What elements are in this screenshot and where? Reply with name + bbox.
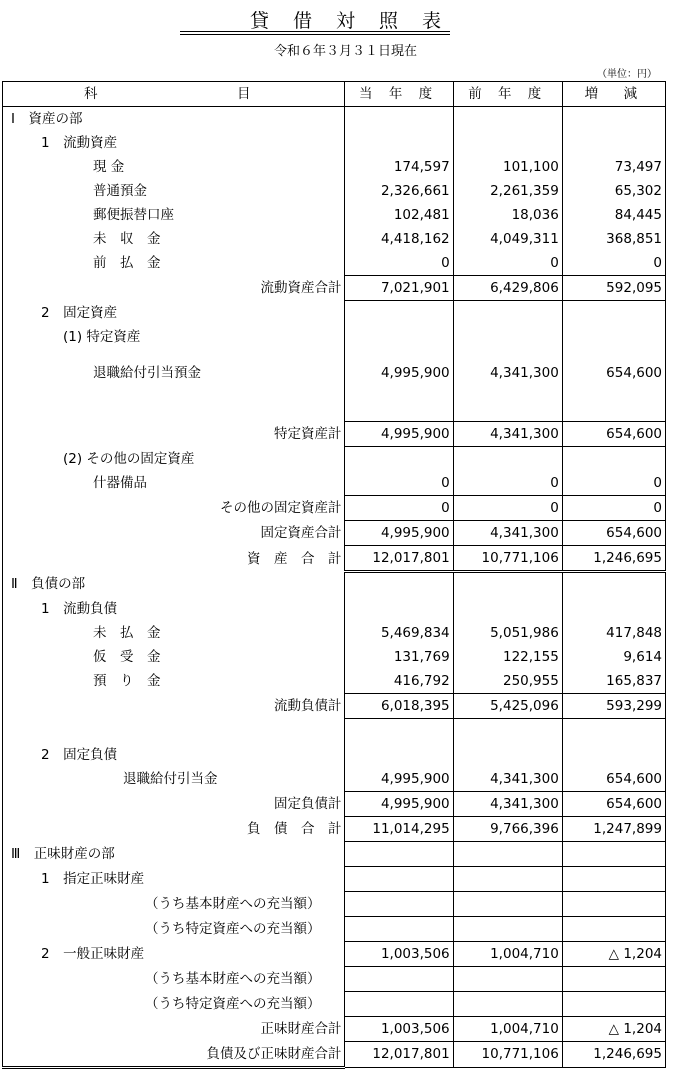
- current-year-value: 131,769: [344, 645, 453, 669]
- row-label-cell: [3, 917, 345, 942]
- change-value: 593,299: [562, 694, 665, 719]
- row-label: 現 金: [93, 159, 125, 175]
- prior-year-value: 0: [453, 471, 562, 496]
- row-label: 仮 受 金: [93, 649, 161, 665]
- change-value: 1,246,695: [562, 1042, 665, 1068]
- table-row: [3, 251, 666, 276]
- header-prior-year: 前 年 度: [453, 82, 562, 107]
- current-year-value: [344, 301, 453, 326]
- table-row: [3, 917, 666, 942]
- current-year-value: [344, 743, 453, 767]
- row-label: 2 固定資産: [41, 304, 118, 321]
- row-label-cell: [3, 967, 345, 992]
- current-year-value: 4,995,900: [344, 521, 453, 546]
- table-row: [3, 131, 666, 155]
- row-label: （うち基本財産への充当額）: [145, 971, 321, 987]
- change-value: [562, 743, 665, 767]
- row-label-cell: [3, 521, 345, 546]
- table-row: [3, 967, 666, 992]
- prior-year-value: 5,425,096: [453, 694, 562, 719]
- table-row: [3, 1017, 666, 1042]
- title-underline-second: [180, 34, 450, 35]
- header-subject: 科 目: [3, 82, 345, 107]
- row-label: 2 固定負債: [41, 747, 118, 763]
- row-label: 固定資産合計: [260, 525, 342, 541]
- change-value: 654,600: [562, 767, 665, 792]
- change-value: [562, 892, 665, 917]
- change-value: 654,600: [562, 422, 665, 447]
- prior-year-value: 122,155: [453, 645, 562, 669]
- row-label: （うち基本財産への充当額）: [145, 896, 321, 912]
- row-label: 1 指定正味財産: [41, 871, 145, 887]
- prior-year-value: 2,261,359: [453, 179, 562, 203]
- row-label: 退職給付引当預金: [93, 365, 201, 381]
- current-year-value: 4,995,900: [344, 422, 453, 447]
- current-year-value: [344, 967, 453, 992]
- row-label-cell: [3, 621, 345, 645]
- prior-year-value: 1,004,710: [453, 942, 562, 967]
- prior-year-value: [453, 842, 562, 867]
- row-label: （うち特定資産への充当額）: [145, 921, 321, 937]
- table-row: [3, 301, 666, 326]
- current-year-value: 5,469,834: [344, 621, 453, 645]
- row-label-cell: [3, 942, 345, 967]
- prior-year-value: [453, 572, 562, 598]
- change-value: [562, 107, 665, 132]
- row-label: (2) その他の固定資産: [63, 450, 195, 467]
- page-title: 貸借対照表: [249, 10, 465, 32]
- prior-year-value: [453, 719, 562, 744]
- prior-year-value: [453, 301, 562, 326]
- prior-year-value: [453, 447, 562, 472]
- current-year-value: 4,995,900: [344, 792, 453, 817]
- prior-year-value: 4,341,300: [453, 349, 562, 397]
- prior-year-value: 9,766,396: [453, 817, 562, 842]
- current-year-value: 4,995,900: [344, 767, 453, 792]
- row-label-cell: [3, 325, 345, 349]
- prior-year-value: 1,004,710: [453, 1017, 562, 1042]
- header-row: [3, 82, 666, 107]
- change-value: [562, 867, 665, 892]
- balance-sheet-body: [3, 82, 666, 1068]
- row-label: 未 払 金: [93, 625, 161, 641]
- row-label: 負 債 合 計: [247, 821, 342, 837]
- current-year-value: 102,481: [344, 203, 453, 227]
- row-label: (1) 特定資産: [63, 329, 141, 345]
- row-label: 1 流動資産: [41, 135, 118, 151]
- prior-year-value: [453, 597, 562, 621]
- table-row: [3, 743, 666, 767]
- row-label-cell: [3, 251, 345, 276]
- row-label-cell: [3, 1042, 345, 1068]
- change-value: [562, 842, 665, 867]
- row-label-cell: [3, 817, 345, 842]
- prior-year-value: 4,341,300: [453, 767, 562, 792]
- prior-year-value: [453, 397, 562, 422]
- prior-year-value: 250,955: [453, 669, 562, 694]
- change-value: [562, 967, 665, 992]
- current-year-value: [344, 597, 453, 621]
- change-value: 73,497: [562, 155, 665, 179]
- prior-year-value: 18,036: [453, 203, 562, 227]
- table-row: [3, 179, 666, 203]
- row-label-cell: [3, 203, 345, 227]
- prior-year-value: [453, 992, 562, 1017]
- table-row: [3, 276, 666, 301]
- header-current-year: 当 年 度: [344, 82, 453, 107]
- row-label-cell: [3, 719, 345, 744]
- row-label: 固定負債計: [274, 796, 342, 812]
- row-label-cell: [3, 155, 345, 179]
- current-year-value: [344, 107, 453, 132]
- row-label: Ⅰ 資産の部: [11, 111, 83, 127]
- current-year-value: 0: [344, 471, 453, 496]
- row-label-cell: [3, 792, 345, 817]
- row-label-cell: [3, 397, 345, 422]
- table-row: [3, 471, 666, 496]
- table-row: [3, 422, 666, 447]
- row-label-cell: [3, 645, 345, 669]
- prior-year-value: 4,341,300: [453, 792, 562, 817]
- change-value: [562, 301, 665, 326]
- table-row: [3, 397, 666, 422]
- row-label: 普通預金: [93, 183, 147, 199]
- row-label: 正味財産合計: [260, 1021, 342, 1037]
- row-label-cell: [3, 107, 345, 132]
- prior-year-value: [453, 107, 562, 132]
- row-label: Ⅲ 正味財産の部: [11, 846, 115, 862]
- header-change: 増 減: [562, 82, 665, 107]
- row-label-cell: [3, 546, 345, 572]
- table-row: [3, 842, 666, 867]
- table-row: [3, 107, 666, 132]
- change-value: 1,247,899: [562, 817, 665, 842]
- current-year-value: [344, 131, 453, 155]
- current-year-value: 7,021,901: [344, 276, 453, 301]
- row-label-cell: [3, 669, 345, 694]
- row-label: 郵便振替口座: [93, 207, 174, 223]
- table-row: [3, 521, 666, 546]
- current-year-value: 0: [344, 496, 453, 521]
- row-label: 流動負債計: [274, 698, 342, 714]
- change-value: 9,614: [562, 645, 665, 669]
- row-label-cell: [3, 572, 345, 598]
- table-row: [3, 597, 666, 621]
- table-row: [3, 892, 666, 917]
- row-label-cell: [3, 597, 345, 621]
- row-label-cell: [3, 131, 345, 155]
- current-year-value: 4,418,162: [344, 227, 453, 251]
- change-value: 0: [562, 496, 665, 521]
- unit-note: （単位：円）: [597, 69, 657, 80]
- row-label-cell: [3, 842, 345, 867]
- table-row: [3, 694, 666, 719]
- change-value: [562, 447, 665, 472]
- row-label: その他の固定資産計: [220, 500, 342, 516]
- row-label-cell: [3, 422, 345, 447]
- change-value: 84,445: [562, 203, 665, 227]
- row-label-cell: [3, 496, 345, 521]
- change-value: 368,851: [562, 227, 665, 251]
- prior-year-value: 0: [453, 496, 562, 521]
- change-value: 654,600: [562, 521, 665, 546]
- change-value: 1,246,695: [562, 546, 665, 572]
- row-label: Ⅱ 負債の部: [11, 576, 86, 593]
- current-year-value: [344, 917, 453, 942]
- prior-year-value: [453, 131, 562, 155]
- row-label: 負債及び正味財産合計: [206, 1045, 342, 1062]
- change-value: △ 1,204: [562, 1017, 665, 1042]
- current-year-value: 2,326,661: [344, 179, 453, 203]
- table-row: [3, 719, 666, 744]
- table-row: [3, 1042, 666, 1068]
- row-label: 退職給付引当金: [123, 771, 218, 788]
- row-label: 特定資産計: [274, 426, 342, 442]
- prior-year-value: 6,429,806: [453, 276, 562, 301]
- row-label: 未 収 金: [93, 231, 161, 247]
- current-year-value: 416,792: [344, 669, 453, 694]
- current-year-value: [344, 397, 453, 422]
- table-row: [3, 867, 666, 892]
- row-label: 前 払 金: [93, 255, 161, 272]
- change-value: △ 1,204: [562, 942, 665, 967]
- current-year-value: [344, 572, 453, 598]
- change-value: 417,848: [562, 621, 665, 645]
- change-value: [562, 572, 665, 598]
- table-row: [3, 227, 666, 251]
- change-value: 165,837: [562, 669, 665, 694]
- prior-year-value: [453, 917, 562, 942]
- table-row: [3, 942, 666, 967]
- table-row: [3, 572, 666, 598]
- change-value: [562, 719, 665, 744]
- prior-year-value: 4,341,300: [453, 422, 562, 447]
- row-label-cell: [3, 227, 345, 251]
- prior-year-value: [453, 325, 562, 349]
- current-year-value: [344, 719, 453, 744]
- table-row: [3, 203, 666, 227]
- table-row: [3, 992, 666, 1017]
- table-row: [3, 767, 666, 792]
- row-label-cell: [3, 867, 345, 892]
- table-row: [3, 546, 666, 572]
- table-row: [3, 621, 666, 645]
- current-year-value: [344, 867, 453, 892]
- current-year-value: 6,018,395: [344, 694, 453, 719]
- row-label: 什器備品: [93, 475, 147, 492]
- current-year-value: 174,597: [344, 155, 453, 179]
- row-label: 1 流動負債: [41, 601, 118, 617]
- current-year-value: 4,995,900: [344, 349, 453, 397]
- table-row: [3, 496, 666, 521]
- row-label-cell: [3, 179, 345, 203]
- change-value: 654,600: [562, 349, 665, 397]
- row-label-cell: [3, 892, 345, 917]
- current-year-value: 1,003,506: [344, 1017, 453, 1042]
- table-row: [3, 155, 666, 179]
- change-value: [562, 992, 665, 1017]
- current-year-value: [344, 842, 453, 867]
- prior-year-value: [453, 967, 562, 992]
- current-year-value: [344, 325, 453, 349]
- change-value: 592,095: [562, 276, 665, 301]
- prior-year-value: 4,341,300: [453, 521, 562, 546]
- prior-year-value: 0: [453, 251, 562, 276]
- row-label: （うち特定資産への充当額）: [145, 996, 321, 1012]
- table-row: [3, 349, 666, 397]
- current-year-value: 12,017,801: [344, 1042, 453, 1068]
- report-date: 令和６年３月３１日現在: [273, 44, 417, 59]
- row-label-cell: [3, 471, 345, 496]
- change-value: [562, 325, 665, 349]
- current-year-value: 0: [344, 251, 453, 276]
- change-value: [562, 397, 665, 422]
- row-label-cell: [3, 301, 345, 326]
- table-row: [3, 645, 666, 669]
- prior-year-value: [453, 867, 562, 892]
- change-value: 0: [562, 251, 665, 276]
- prior-year-value: 4,049,311: [453, 227, 562, 251]
- balance-sheet-table: [2, 81, 666, 1069]
- current-year-value: [344, 892, 453, 917]
- current-year-value: [344, 992, 453, 1017]
- current-year-value: 11,014,295: [344, 817, 453, 842]
- prior-year-value: 10,771,106: [453, 546, 562, 572]
- row-label: 預 り 金: [93, 673, 161, 690]
- change-value: [562, 597, 665, 621]
- table-row: [3, 325, 666, 349]
- current-year-value: [344, 447, 453, 472]
- table-row: [3, 792, 666, 817]
- change-value: [562, 131, 665, 155]
- table-row: [3, 669, 666, 694]
- row-label: 流動資産合計: [260, 280, 342, 296]
- prior-year-value: 5,051,986: [453, 621, 562, 645]
- table-row: [3, 817, 666, 842]
- row-label-cell: [3, 743, 345, 767]
- title-underline: [180, 31, 450, 32]
- row-label-cell: [3, 694, 345, 719]
- row-label: 資 産 合 計: [247, 550, 342, 567]
- change-value: 654,600: [562, 792, 665, 817]
- row-label-cell: [3, 447, 345, 472]
- prior-year-value: [453, 892, 562, 917]
- row-label-cell: [3, 1017, 345, 1042]
- change-value: 65,302: [562, 179, 665, 203]
- change-value: [562, 917, 665, 942]
- prior-year-value: [453, 743, 562, 767]
- prior-year-value: 10,771,106: [453, 1042, 562, 1068]
- row-label-cell: [3, 349, 345, 397]
- row-label: 2 一般正味財産: [41, 946, 145, 962]
- change-value: 0: [562, 471, 665, 496]
- table-row: [3, 447, 666, 472]
- row-label-cell: [3, 276, 345, 301]
- prior-year-value: 101,100: [453, 155, 562, 179]
- row-label-cell: [3, 992, 345, 1017]
- current-year-value: 12,017,801: [344, 546, 453, 572]
- current-year-value: 1,003,506: [344, 942, 453, 967]
- row-label-cell: [3, 767, 345, 792]
